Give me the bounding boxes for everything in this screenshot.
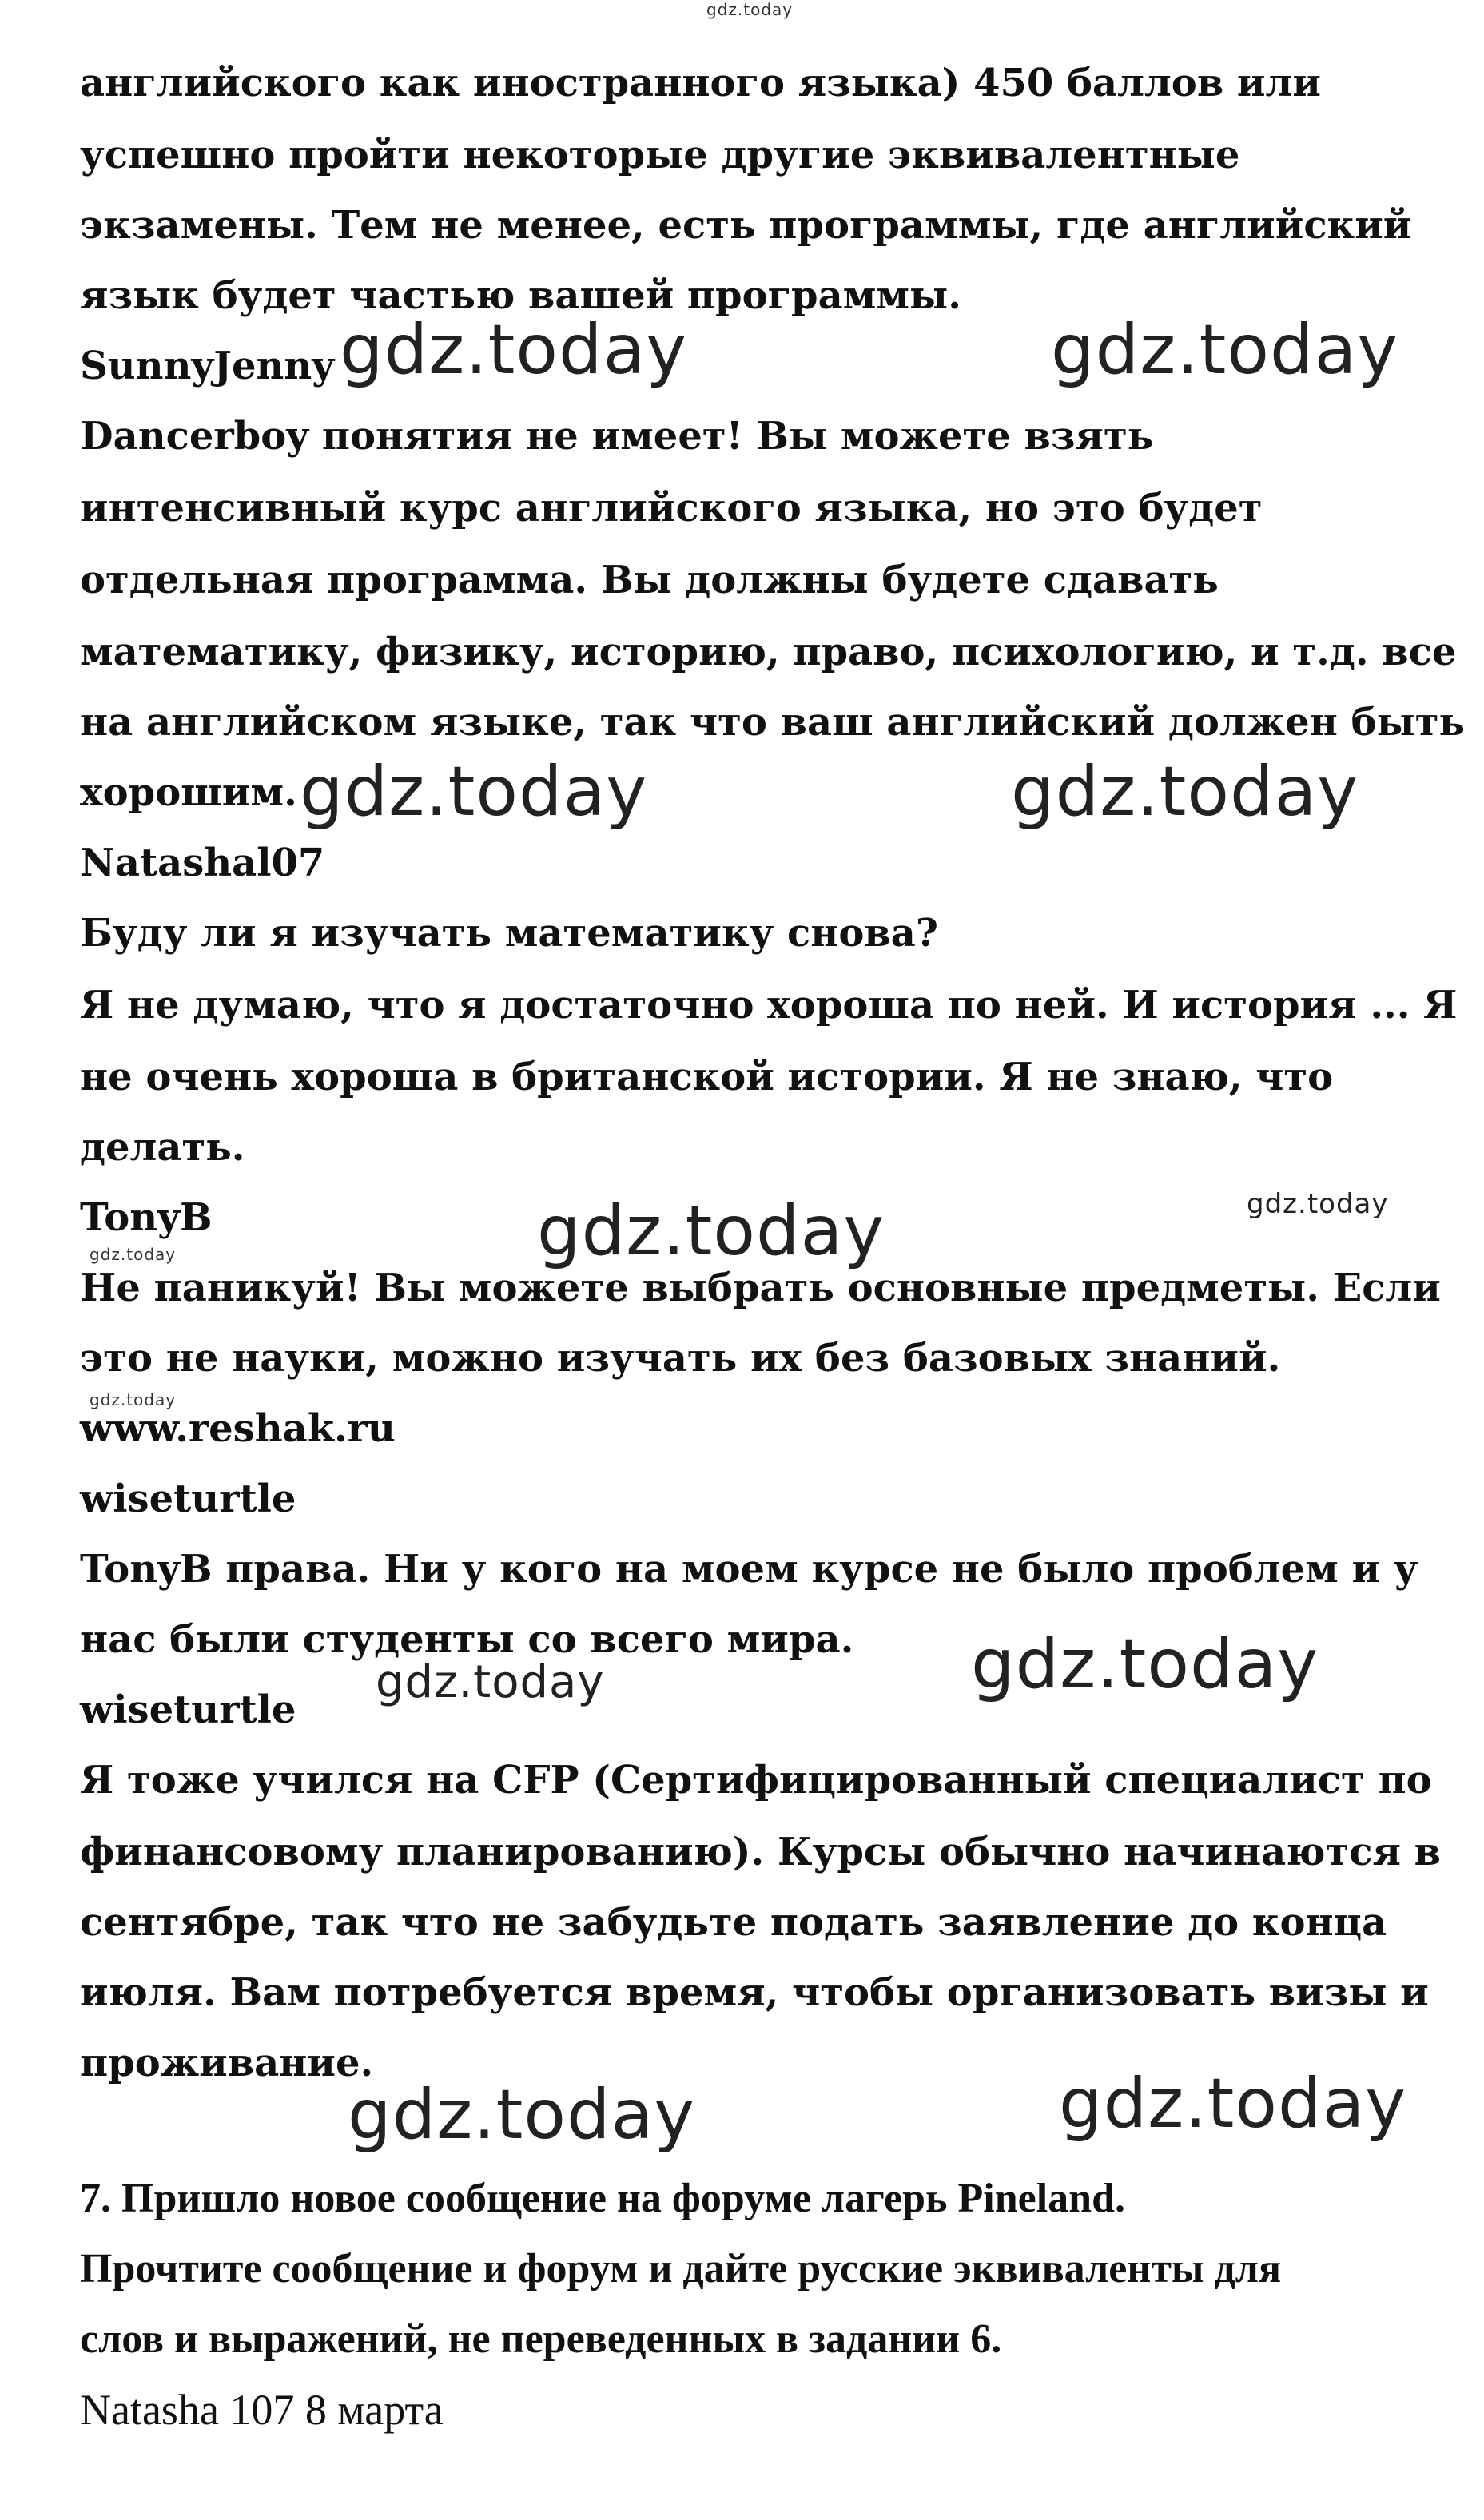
text-line: хорошим. xyxy=(80,770,297,815)
text-line: Я не думаю, что я достаточно хороша по ней. И история ... Я xyxy=(80,983,1458,1027)
watermark: gdz.today xyxy=(348,2075,696,2155)
text-line: нас были студенты со всего мира. xyxy=(80,1617,854,1662)
text-line: www.reshak.ru xyxy=(80,1406,396,1451)
text-line: не очень хороша в британской истории. Я не знаю, что xyxy=(80,1055,1334,1099)
text-line: на английском языке, так что ваш английский должен быть xyxy=(80,700,1466,745)
forum-username: wiseturtle xyxy=(80,1687,296,1732)
text-line: это не науки, можно изучать их без базовых знаний. xyxy=(80,1336,1281,1381)
forum-username: SunnyJenny xyxy=(80,344,335,388)
task-line: слов и выражений, не переведенных в задании 6. xyxy=(80,2316,1002,2362)
text-line: язык будет частью вашей программы. xyxy=(80,273,961,318)
text-line: Не паникуй! Вы можете выбрать основные предметы. Если xyxy=(80,1266,1441,1310)
watermark: gdz.today xyxy=(300,752,648,832)
text-line: делать. xyxy=(80,1125,245,1170)
watermark: gdz.today xyxy=(537,1191,885,1271)
task-line: Прочтите сообщение и форум и дайте русские эквиваленты для xyxy=(80,2246,1282,2291)
text-line: интенсивный курс английского языка, но это будет xyxy=(80,486,1263,531)
text-line: экзамены. Тем не менее, есть программы, где английский xyxy=(80,203,1412,248)
text-line: Буду ли я изучать математику снова? xyxy=(80,911,938,956)
watermark-top: gdz.today xyxy=(706,0,794,19)
watermark: gdz.today xyxy=(90,1245,177,1264)
forum-username: TonyB xyxy=(80,1195,213,1240)
footer-line: Natasha 107 8 марта xyxy=(80,2386,444,2434)
watermark: gdz.today xyxy=(376,1656,605,1708)
watermark: gdz.today xyxy=(340,310,688,390)
watermark: gdz.today xyxy=(1247,1188,1389,1220)
watermark: gdz.today xyxy=(1011,752,1359,832)
watermark: gdz.today xyxy=(971,1624,1319,1704)
text-line: проживание. xyxy=(80,2041,374,2085)
text-line: Я тоже учился на CFP (Сертифицированный специалист по xyxy=(80,1758,1432,1803)
text-line: отдельная программа. Вы должны будете сдавать xyxy=(80,558,1219,602)
text-line: успешно пройти некоторые другие эквивалентные xyxy=(80,133,1240,177)
text-line: математику, физику, историю, право, психологию, и т.д. все xyxy=(80,630,1457,674)
text-line: TonyB права. Ни у кого на моем курсе не было проблем и у xyxy=(80,1547,1418,1592)
watermark: gdz.today xyxy=(1051,310,1399,390)
text-line: июля. Вам потребуется время, чтобы организовать визы и xyxy=(80,1970,1429,2015)
task-heading: 7. Пришло новое сообщение на форуме лагерь Pineland. xyxy=(80,2176,1126,2221)
watermark: gdz.today xyxy=(1059,2064,1407,2144)
forum-username: wiseturtle xyxy=(80,1477,296,1521)
text-line: сентябре, так что не забудьте подать заявление до конца xyxy=(80,1900,1387,1945)
forum-username: Natashal07 xyxy=(80,841,325,885)
text-line: финансовому планированию). Курсы обычно начинаются в xyxy=(80,1830,1441,1874)
watermark: gdz.today xyxy=(90,1390,177,1409)
text-line: английского как иностранного языка) 450 баллов или xyxy=(80,61,1321,105)
text-line: Dancerboy понятия не имеет! Вы можете взять xyxy=(80,414,1154,459)
